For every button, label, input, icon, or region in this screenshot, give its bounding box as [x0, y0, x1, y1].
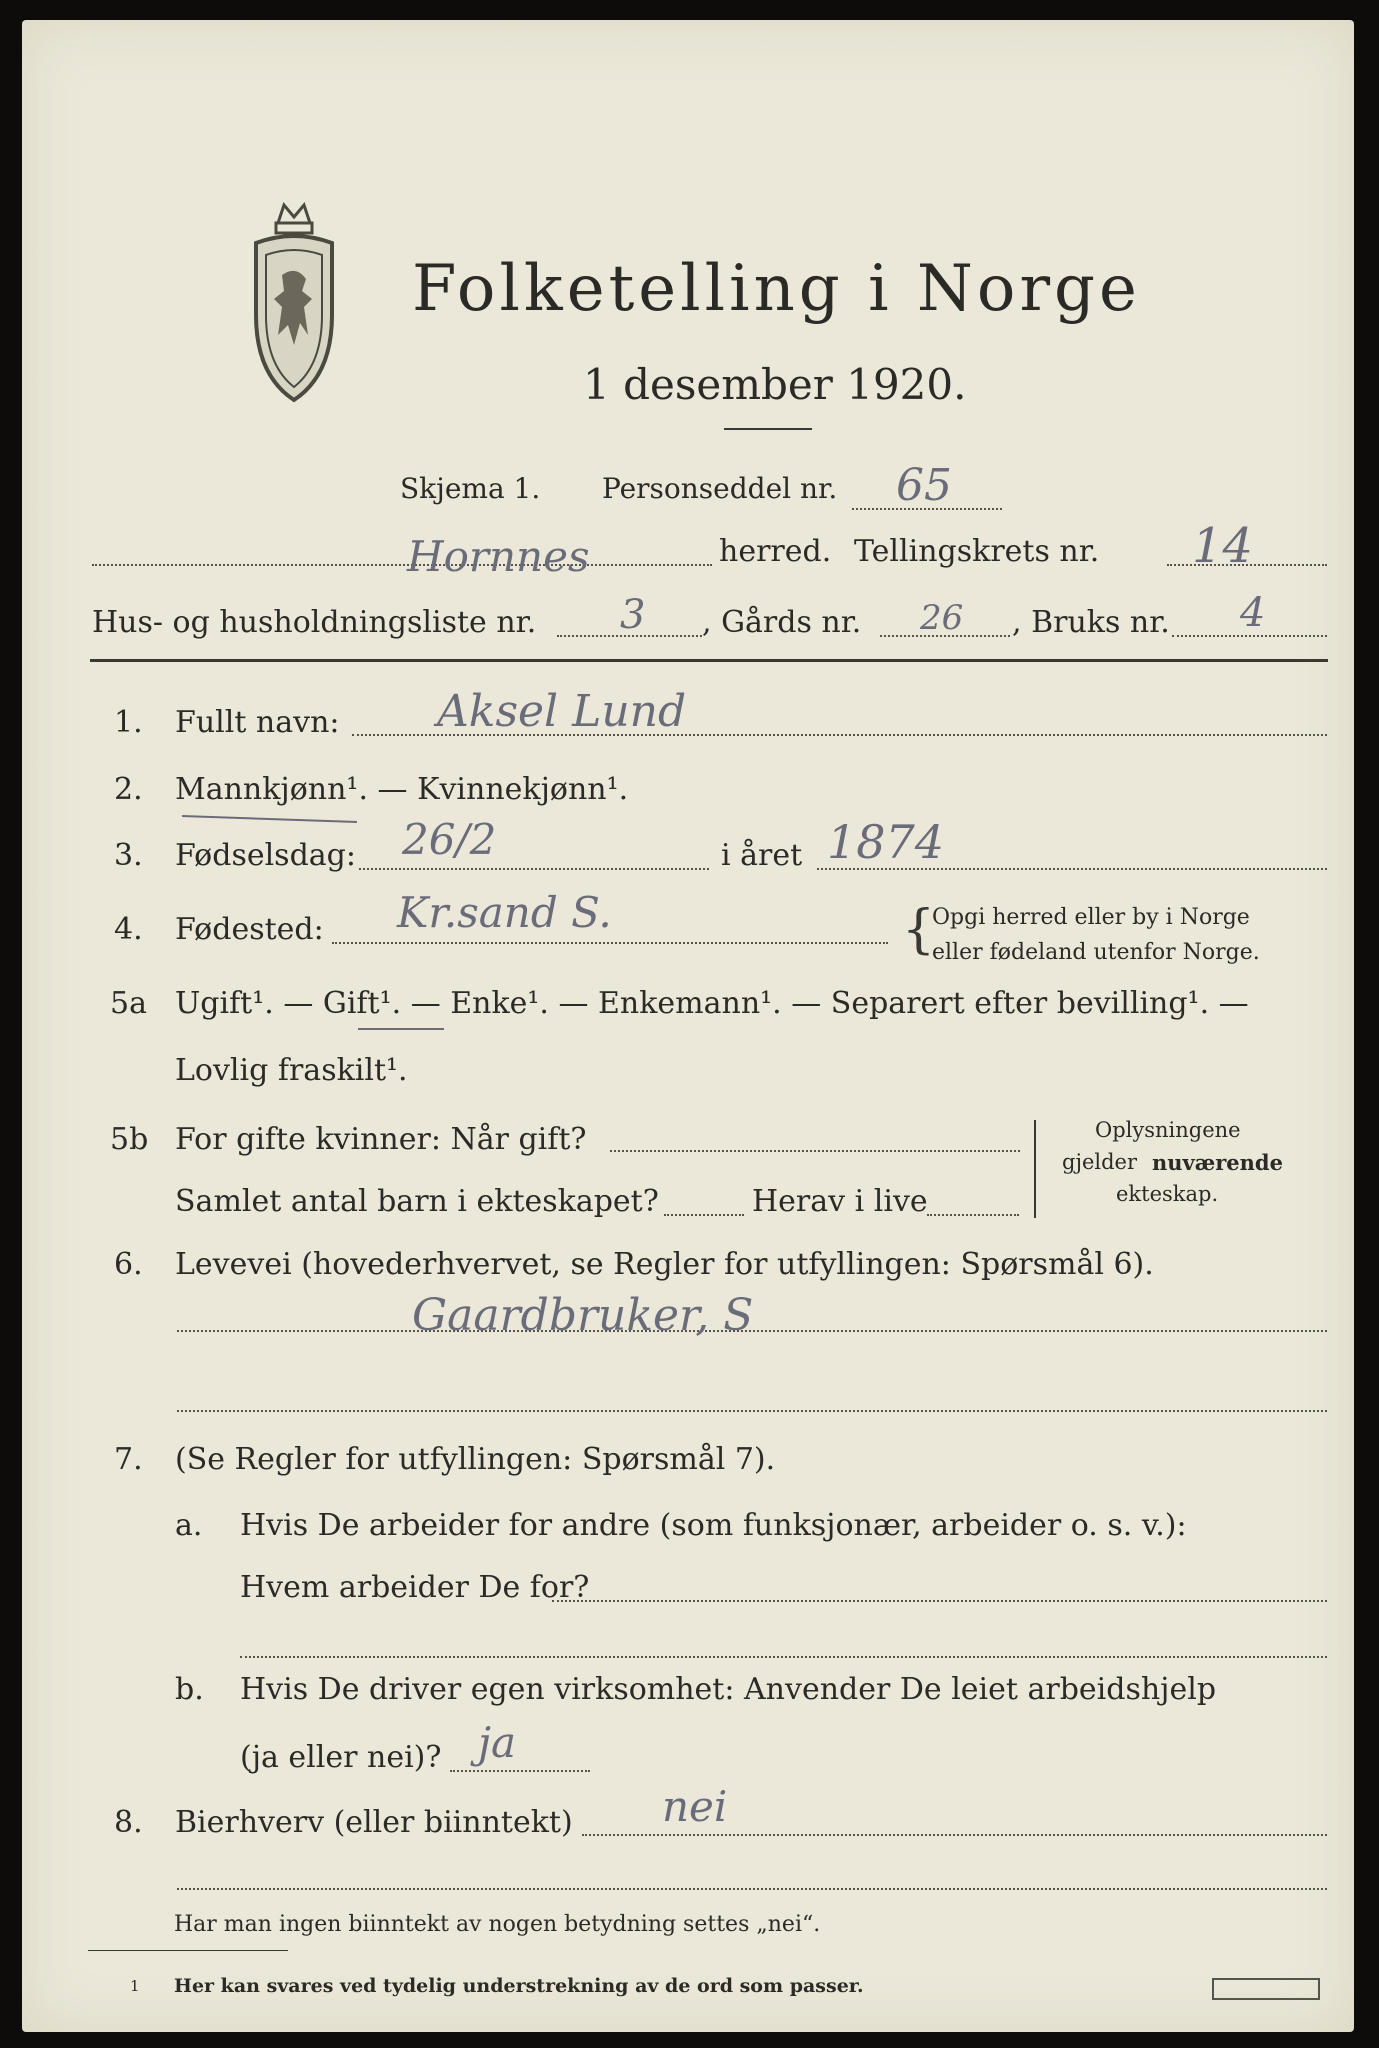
q7a-letter: a. [175, 1508, 203, 1543]
marital-status-underline-mark [358, 1028, 444, 1030]
married-when-field-line [610, 1150, 1020, 1152]
occupation-value[interactable]: Gaardbruker, S [412, 1290, 754, 1341]
q8-number: 8. [114, 1805, 143, 1840]
birthplace-brace: { [902, 900, 936, 960]
gards-label: , Gårds nr. [702, 605, 862, 640]
q7-label: (Se Regler for utfyllingen: Spørsmål 7). [175, 1442, 776, 1477]
q5b-alive-label: Herav i live [752, 1184, 928, 1219]
q3-number: 3. [114, 838, 143, 873]
q5b-note-bracket [1034, 1120, 1036, 1218]
personseddel-label: Personseddel nr. [602, 472, 838, 505]
marital-status-options: Ugift¹. — Gift¹. — Enke¹. — Enkemann¹. — Separert efter bevilling¹. — [175, 986, 1249, 1021]
tellingskrets-label: Tellingskrets nr. [854, 534, 1100, 569]
husholdningsliste-label: Hus- og husholdningsliste nr. [92, 605, 537, 640]
side-income-field-line [582, 1834, 1327, 1836]
census-date: 1 desember 1920. [583, 360, 967, 409]
occupation-field-line-2 [177, 1410, 1327, 1412]
q7b-line1: Hvis De driver egen virksomhet: Anvender De leiet arbeidshjelp [240, 1672, 1217, 1707]
herred-name[interactable]: Hornnes [407, 532, 590, 581]
q1-label: Fullt navn: [175, 705, 340, 740]
footnote-text: Her kan svares ved tydelig understrekning av de ord som passer. [174, 1975, 864, 1997]
birthplace-field-line [332, 942, 888, 944]
q7-number: 7. [114, 1442, 143, 1477]
side-income-value[interactable]: nei [662, 1782, 728, 1831]
coat-of-arms-emblem [248, 195, 340, 415]
birthday-value[interactable]: 26/2 [402, 815, 497, 864]
q5b-number: 5b [110, 1122, 149, 1157]
q7b-line2: (ja eller nei)? [240, 1740, 442, 1775]
q2-number: 2. [114, 772, 143, 807]
children-alive-field-line [927, 1214, 1019, 1216]
census-form [22, 20, 1354, 2032]
tellingskrets-number[interactable]: 14 [1192, 518, 1254, 574]
sex-options: Mannkjønn¹. — Kvinnekjønn¹. [175, 772, 629, 807]
employer-field-line [552, 1600, 1327, 1602]
birth-year-value[interactable]: 1874 [827, 815, 945, 869]
children-total-field-line [664, 1214, 744, 1216]
birthday-field-line [359, 868, 709, 870]
q8-label: Bierhverv (eller biinntekt) [175, 1805, 573, 1840]
q5b-note-line2b: nuværende [1152, 1150, 1283, 1175]
gards-number[interactable]: 26 [920, 598, 964, 638]
birth-year-label: i året [721, 838, 803, 873]
q1-number: 1. [114, 705, 143, 740]
marital-status-options-line2: Lovlig fraskilt¹. [175, 1053, 408, 1088]
q6-number: 6. [114, 1247, 143, 1282]
birthplace-value[interactable]: Kr.sand S. [397, 888, 612, 937]
personseddel-number[interactable]: 65 [896, 460, 952, 511]
birthplace-note-line2: eller fødeland utenfor Norge. [932, 940, 1260, 965]
full-name-value[interactable]: Aksel Lund [437, 686, 687, 737]
q5b-note-line2a: gjelder [1062, 1150, 1138, 1174]
q5b-married-when-label: For gifte kvinner: Når gift? [175, 1122, 587, 1157]
skjema-label: Skjema 1. [400, 472, 541, 505]
printer-stamp [1212, 1978, 1320, 2000]
q5b-children-label: Samlet antal barn i ekteskapet? [175, 1184, 659, 1219]
herred-label: herred. [719, 534, 832, 569]
sex-underline-mark [182, 815, 357, 823]
hired-help-value[interactable]: ja [478, 1718, 517, 1767]
q4-label: Fødested: [175, 912, 324, 947]
bruks-number[interactable]: 4 [1240, 590, 1266, 636]
q7a-line2: Hvem arbeider De for? [240, 1570, 590, 1605]
footnote-mark: 1 [130, 1977, 140, 1995]
q5b-note-line3: ekteskap. [1116, 1182, 1219, 1206]
q5a-number: 5a [110, 986, 147, 1021]
footnote-divider [88, 1950, 288, 1951]
herred-field-line [92, 564, 712, 566]
hired-help-field-line [450, 1770, 590, 1772]
side-income-note: Har man ingen biinntekt av nogen betydning settes „nei“. [174, 1912, 821, 1937]
header-divider [90, 659, 1328, 662]
q7b-letter: b. [175, 1672, 204, 1707]
q3-label: Fødselsdag: [175, 838, 356, 873]
bruks-label: , Bruks nr. [1012, 605, 1170, 640]
employer-field-line-2 [240, 1656, 1327, 1658]
q7a-line1: Hvis De arbeider for andre (som funksjonær, arbeider o. s. v.): [240, 1508, 1187, 1543]
q4-number: 4. [114, 912, 143, 947]
title-divider [724, 428, 812, 430]
q6-label: Levevei (hovederhvervet, se Regler for utfyllingen: Spørsmål 6). [175, 1247, 1154, 1282]
husholdningsliste-number[interactable]: 3 [620, 592, 646, 638]
birthplace-note-line1: Opgi herred eller by i Norge [932, 905, 1250, 930]
side-income-field-line-2 [177, 1888, 1327, 1890]
form-title: Folketelling i Norge [412, 252, 1141, 326]
q5b-note-line1: Oplysningene [1095, 1118, 1241, 1142]
